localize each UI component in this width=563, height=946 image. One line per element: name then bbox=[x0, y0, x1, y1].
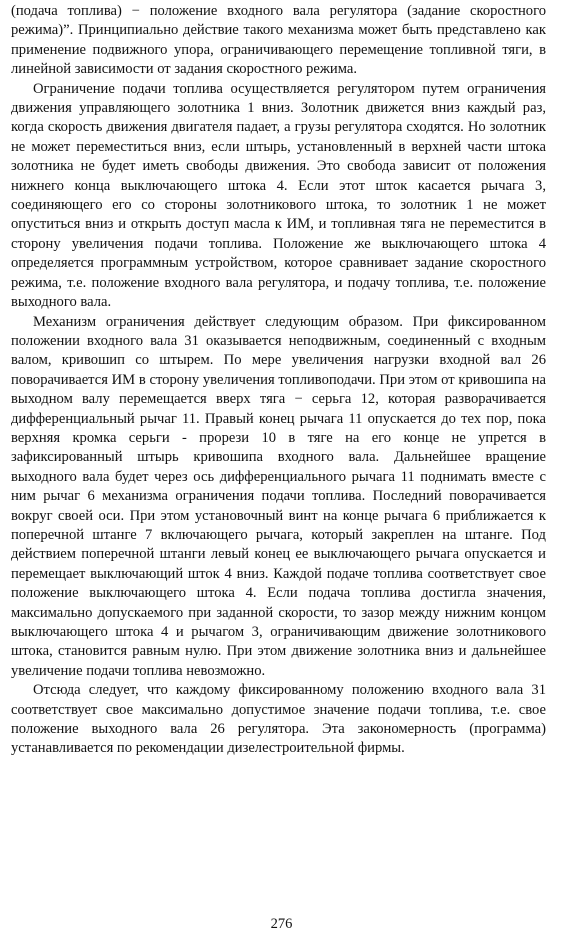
paragraph: Механизм ограничения действует следующим образом. При фиксированном положении входного вала 31 оказывается неподвижным, соединенный с входным валом, кривошип со штырем. По мере увеличения нагрузки входной вал 26 поворачивается ИМ в сторону увеличения топливоподачи. При этом от кривошипа на выходном валу перемещается вверх тяга − серьга 12, которая разворачивается дифференциальный рычаг 11. Правый конец рычага 11 опускается до тех пор, пока верхняя кромка серьги - прорези 10 в тяге на его конце не упрется в зафиксированный штырь кривошипа входного вала. Дальнейшее вращение выходного вала будет через ось дифференциального рычага 11 поднимать вместе с ним рычаг 6 механизма ограничения подачи топлива. Последний поворачивается вокруг своей оси. При этом установочный винт на конце рычага 6 приближается к поперечной штанге 7 включающего рычага, который закреплен на штанге. Под действием поперечной штанги левый конец ее выключающего рычага опускается и перемещает выключающий шток 4 вниз. Каждой подаче топлива соответствует свое положение выключающего штока 4. Если подача топлива достигла значения, максимально допускаемого при заданной скорости, то зазор между нижним концом выключающего штока 4 и рычагом 3, ограничивающим движение золотникового штока, становится равным нулю. При этом движение золотника вниз и дальнейшее увеличение подачи топлива невозможно. bbox=[11, 313, 546, 679]
paragraph: Отсюда следует, что каждому фиксированному положению входного вала 31 соответствует свое максимально допустимое значение подачи топлива, т.е. свое положение выходного вала 26 регулятора. Эта закономерность (программа) устанавливается по рекомендации дизелестроительной фирмы. bbox=[11, 682, 546, 757]
body-text bbox=[11, 2, 546, 759]
page-number: 276 bbox=[270, 916, 293, 932]
paragraph: Ограничение подачи топлива осуществляется регулятором путем ограничения движения управляющего золотника 1 вниз. Золотник движется вниз каждый раз, когда скорость движения двигателя падает, а грузы регулятора сходятся. Но золотник не может переместиться вниз, если штырь, установленный в верхней части штока золотника не будет иметь свободы движения. Это свобода зависит от положения нижнего конца выключающего штока 4. Если этот шток касается рычага 3, соединяющего его со стороны золотникового штока, то золотник 1 не может опуститься вниз и открыть доступ масла к ИМ, и топливная тяга не переместится в сторону увеличения подачи топлива. Положение же выключающего штока 4 определяется программным устройством, которое сравнивает задание скоростного режима, т.е. положение входного вала регулятора, и подачу топлива, т.е. положение выходного вала. bbox=[11, 80, 546, 311]
paragraph: (подача топлива) − положение входного вала регулятора (задание скоростного режима)”. Принципиально действие такого механизма может быть представлено как применение подвижного упора, ограничивающего перемещение топливной тяги, в линейной зависимости от задания скоростного режима. bbox=[11, 3, 546, 78]
